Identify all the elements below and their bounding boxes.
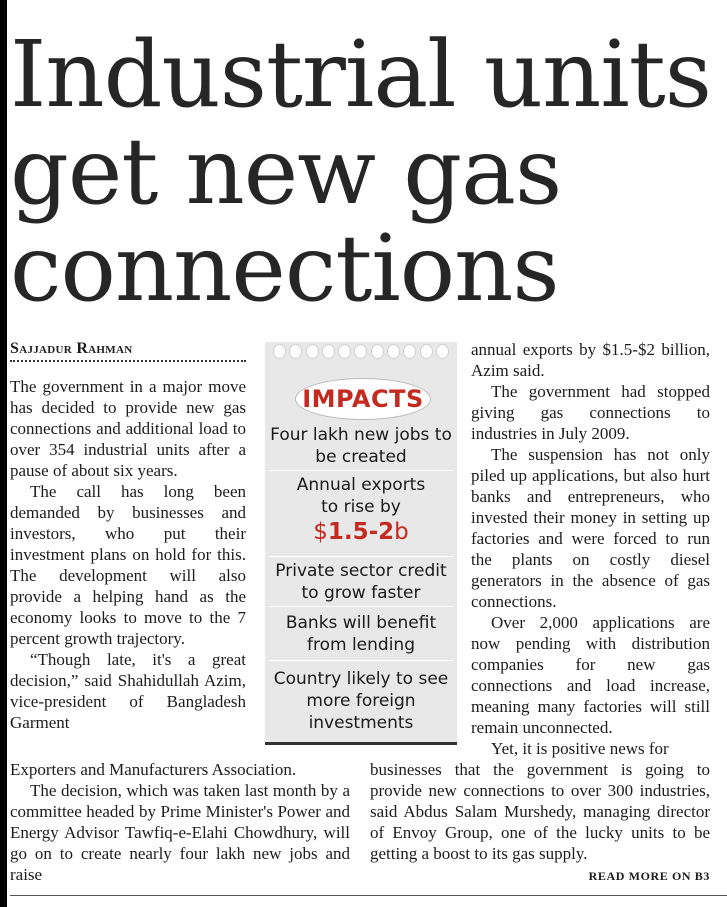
impacts-panel [265,342,457,742]
paragraph-3-continued: annual exports by $1.5-$2 billion, Azim said. [471,340,710,380]
impact-exports-unit: b [394,519,409,545]
paragraph-3: “Though late, it's a great decision,” said Shahidullah Azim, vice-president of Bangladesh Garment [10,650,246,732]
impact-divider [269,470,453,471]
byline-dotted-rule [10,360,246,362]
paragraph-4: The government had stopped giving gas connections to industries in July 2009. [471,382,710,443]
impact-exports-currency: $ [313,519,328,545]
paragraph-5: The suspension has not only piled up applications, but also hurt banks and entrepreneurs, who invested their money in setting up factories and were forced to run the plants on costly diesel generators in the absence of gas connections. [471,445,710,611]
binding-ring [322,344,335,359]
binding-ring [289,344,302,359]
paragraph-3-end: Exporters and Manufacturers Association. [10,760,297,779]
spiral-binding [273,344,449,360]
headline-line-3: connections [10,215,559,322]
impact-divider [269,660,453,661]
headline [10,21,725,322]
article-bottom-left [10,759,350,885]
page-edge-bar [0,0,7,907]
impact-item-credit: Private sector credit to grow faster [275,561,447,603]
impact-exports-amount: 1.5-2 [327,519,395,545]
impact-exports-value [313,519,409,545]
paragraph-7-start: Yet, it is positive news for [491,739,669,758]
binding-ring [387,344,400,359]
binding-ring [403,344,416,359]
paragraph-7-end: businesses that the government is going to provide new connections to over 300 industries, said Abdus Salam Murshedy, managing director of Envoy Group, one of the lucky units to be getting a boost to its gas supply. [370,760,710,863]
binding-ring [306,344,319,359]
binding-ring [354,344,367,359]
impact-exports-line-2: to rise by [321,497,401,517]
impact-divider [269,556,453,557]
binding-ring [338,344,351,359]
paragraph-2: The call has long been demanded by businesses and investors, who put their investment plans on hold for this. The development will also provide a helping hand as the economy looks to move to the 7 percent growth trajectory. [10,482,246,648]
headline-line-1: Industrial units [10,21,711,128]
headline-line-2: get new gas [10,118,562,225]
paragraph-1: The government in a major move has decided to provide new gas connections and additional load to over 354 industrial units after a pause of about six years. [10,377,246,480]
binding-ring [371,344,384,359]
impacts-bottom-rule [265,742,457,745]
impact-item-jobs: Four lakh new jobs to be created [270,425,452,467]
paragraph-6: Over 2,000 applications are now pending with distribution companies for new gas connections and load increase, meaning many factories will still remain unconnected. [471,613,710,737]
article-column-3 [471,339,710,759]
article-column-1 [10,376,246,733]
binding-ring [436,344,449,359]
impact-item-banks: Banks will benefit from lending [285,613,437,655]
impact-divider [269,606,453,607]
impacts-title: IMPACTS [295,378,431,420]
bottom-rule [10,895,727,896]
binding-ring [420,344,433,359]
binding-ring [273,344,286,359]
impact-item-exports [269,474,453,546]
impact-item-investments: Country likely to see more foreign investments [273,669,449,733]
read-more-link[interactable]: READ MORE ON B3 [588,869,710,883]
paragraph-decision: The decision, which was taken last month by a committee headed by Prime Minister's Power and Energy Advisor Tawfiq-e-Elahi Chowdhury, will go on to create nearly four lakh new jobs and raise [10,781,350,884]
article-bottom-right [370,759,710,864]
byline: Sajjadur Rahman [10,340,133,357]
impact-exports-line-1: Annual exports [296,475,426,495]
